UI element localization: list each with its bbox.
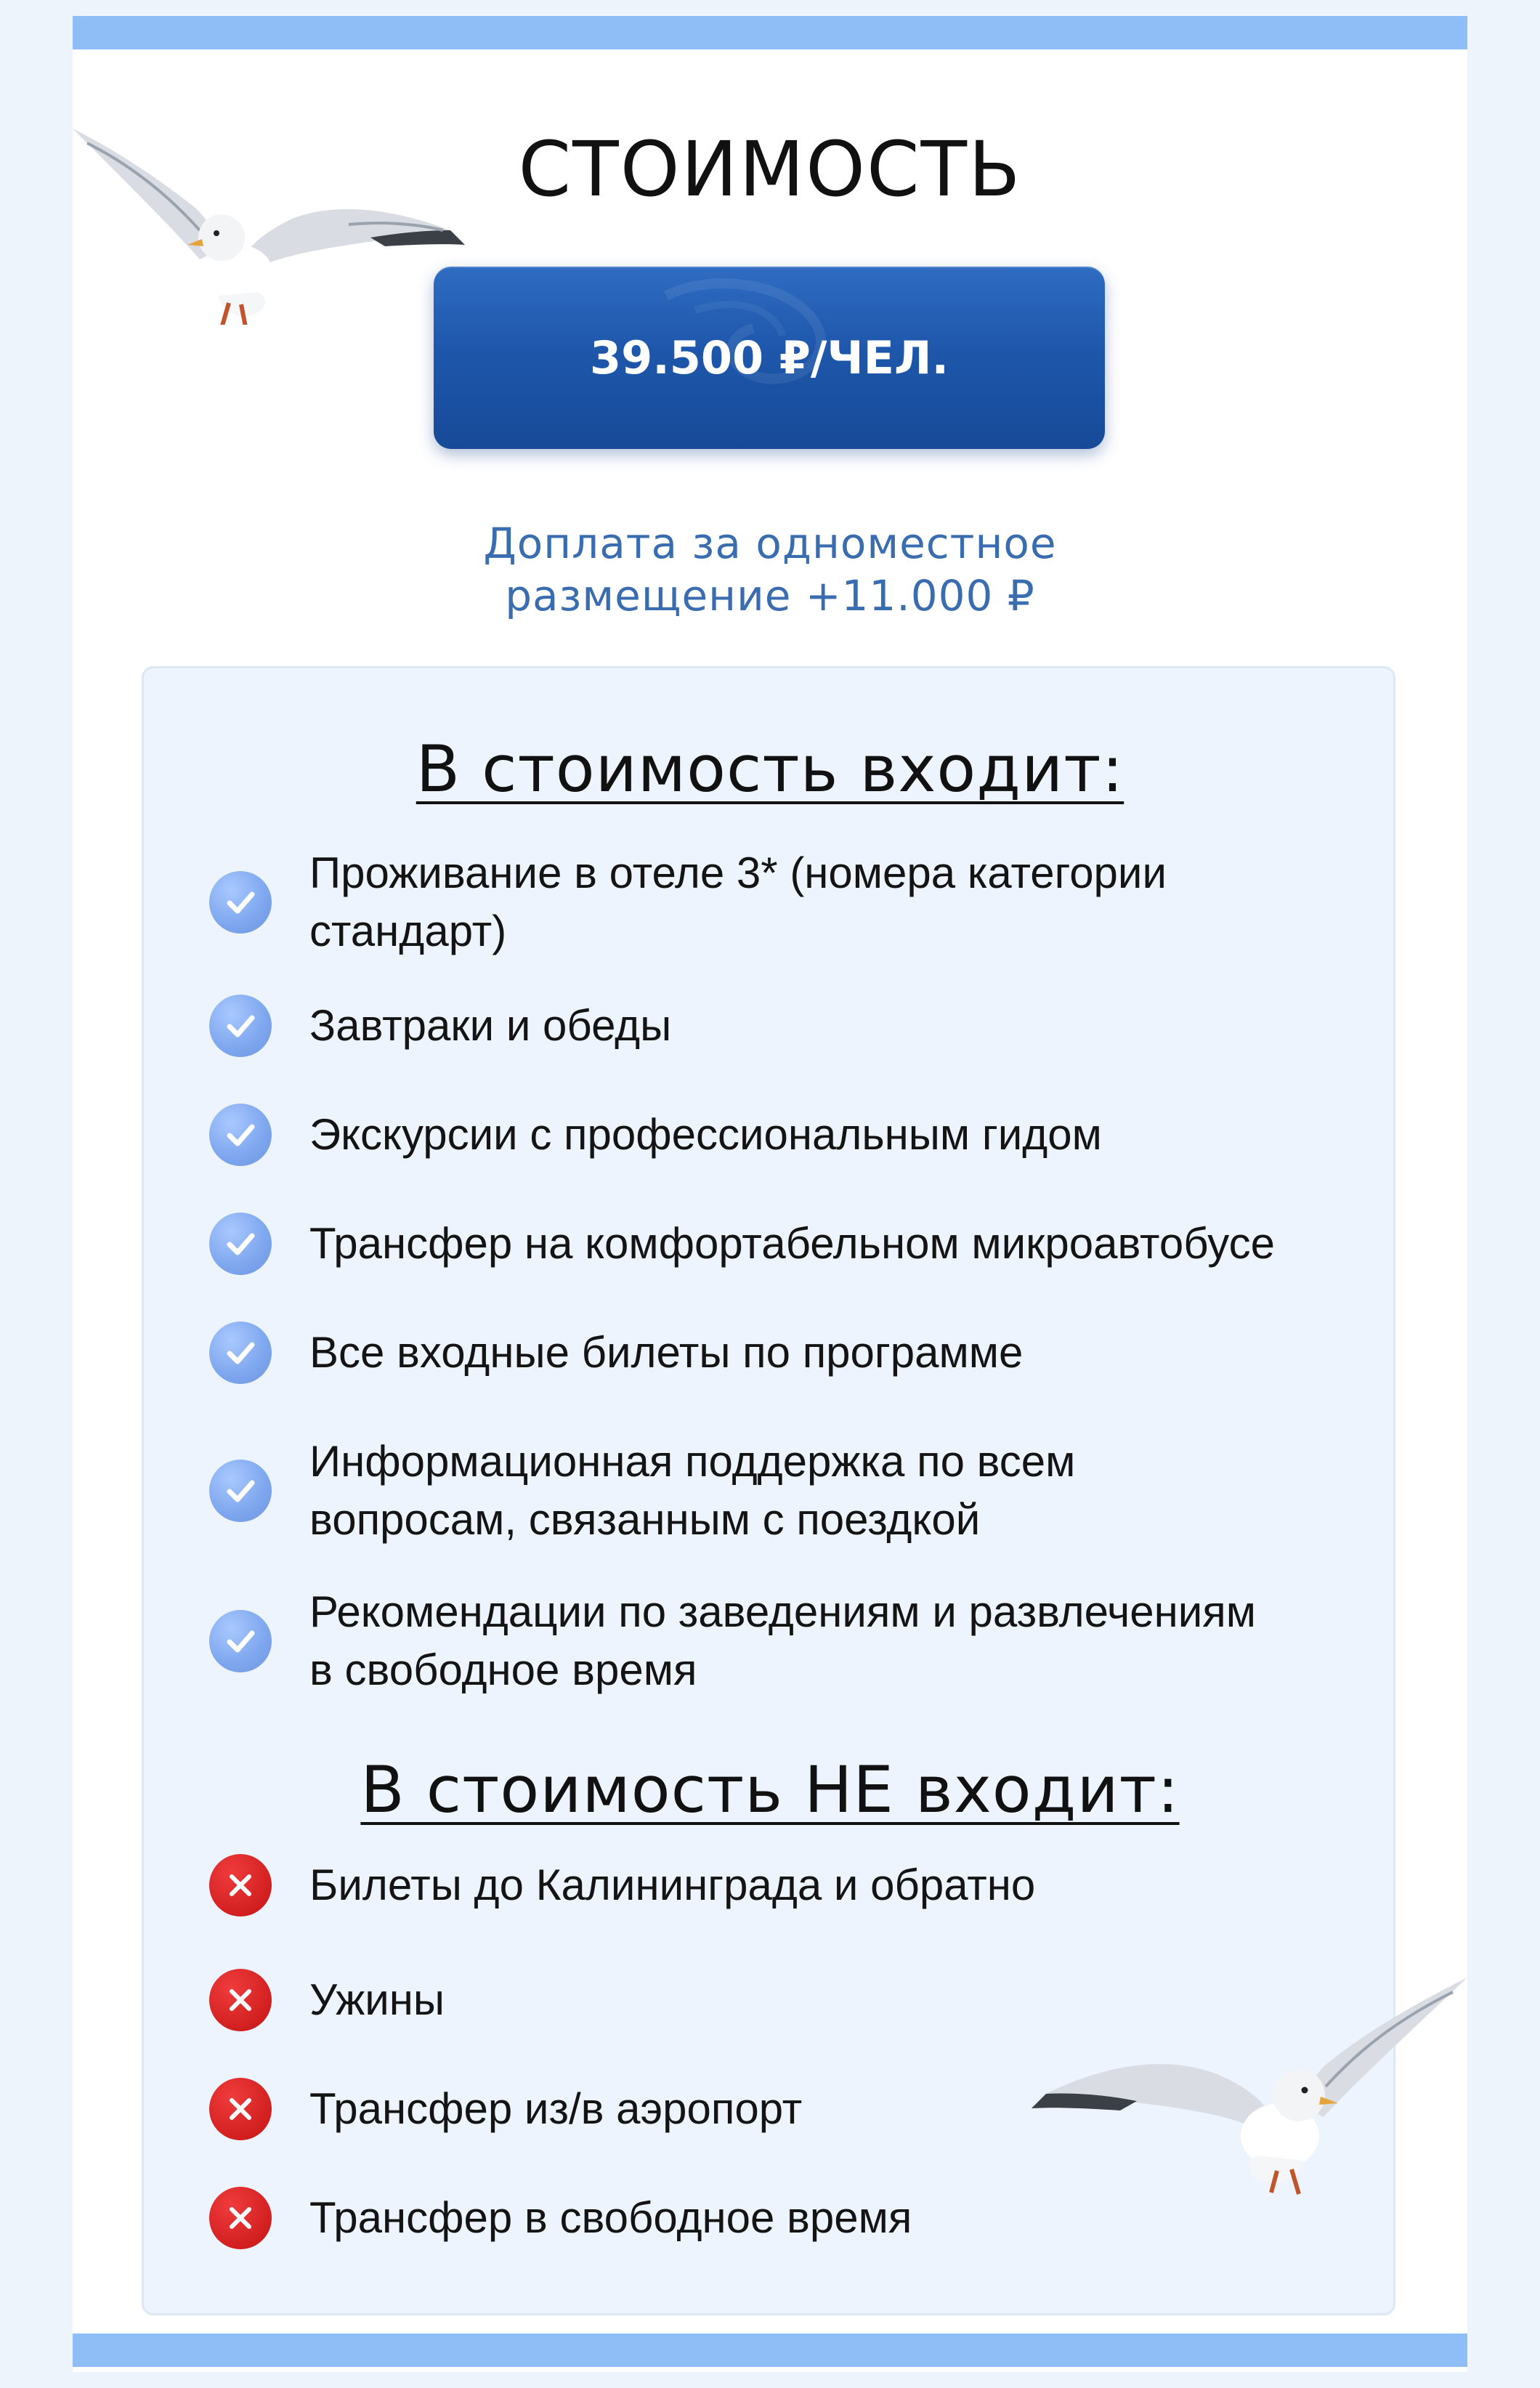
- item-text: Ужины: [309, 1975, 445, 2024]
- item-text-line-1: Информационная поддержка по всем: [309, 1437, 1076, 1486]
- seagull-icon: [1017, 1963, 1467, 2195]
- item-text: Все входные билеты по программе: [309, 1328, 1024, 1377]
- cross-circle-icon: [209, 2078, 272, 2140]
- item-text-line-2: стандарт): [309, 907, 507, 955]
- list-item: [209, 2187, 1430, 2249]
- list-item: [209, 1433, 1430, 1549]
- list-item: [209, 1583, 1430, 1699]
- list-item: [209, 1854, 1430, 1917]
- check-circle-icon: [209, 1213, 272, 1275]
- check-circle-icon: [209, 1610, 272, 1672]
- surcharge-line-2: размещение +11.000 ₽: [505, 571, 1035, 620]
- price-label: 39.500 ₽/ЧЕЛ.: [589, 331, 949, 384]
- item-text-line-2: вопросам, связанным с поездкой: [309, 1495, 981, 1544]
- list-item: [209, 1104, 1430, 1166]
- cross-circle-icon: [209, 1854, 272, 1917]
- check-circle-icon: [209, 1104, 272, 1166]
- included-heading: В стоимость входит:: [416, 732, 1124, 806]
- item-text: Экскурсии с профессиональным гидом: [309, 1110, 1102, 1159]
- item-text: Трансфер из/в аэропорт: [309, 2084, 803, 2133]
- excluded-heading: В стоимость НЕ входит:: [360, 1752, 1180, 1827]
- check-circle-icon: [209, 1460, 272, 1522]
- item-text: Трансфер на комфортабельном микроавтобусе: [309, 1219, 1275, 1268]
- price-per-person-button[interactable]: [434, 267, 1105, 449]
- page-title: СТОИМОСТЬ: [518, 125, 1022, 214]
- top-accent-bar: [73, 16, 1467, 49]
- surcharge-line-1: Доплата за одноместное: [483, 519, 1057, 568]
- item-text-line-1: Рекомендации по заведениям и развлечениям: [309, 1587, 1257, 1636]
- item-text: Завтраки и обеды: [309, 1001, 672, 1050]
- list-item: [209, 844, 1430, 960]
- bottom-accent-bar: [73, 2334, 1467, 2367]
- item-text-line-2: в свободное время: [309, 1646, 697, 1694]
- list-item: [209, 995, 1430, 1057]
- item-text: Трансфер в свободное время: [309, 2193, 912, 2242]
- single-room-surcharge: [73, 517, 1467, 622]
- check-circle-icon: [209, 871, 272, 934]
- check-circle-icon: [209, 1322, 272, 1384]
- list-item: [209, 1213, 1430, 1275]
- item-text-line-1: Проживание в отеле 3* (номера категории: [309, 849, 1167, 897]
- cross-circle-icon: [209, 2187, 272, 2249]
- check-circle-icon: [209, 995, 272, 1057]
- pricing-panel: [73, 16, 1467, 2372]
- list-item: [209, 1322, 1430, 1384]
- cross-circle-icon: [209, 1969, 272, 2031]
- item-text: Билеты до Калининграда и обратно: [309, 1861, 1036, 1909]
